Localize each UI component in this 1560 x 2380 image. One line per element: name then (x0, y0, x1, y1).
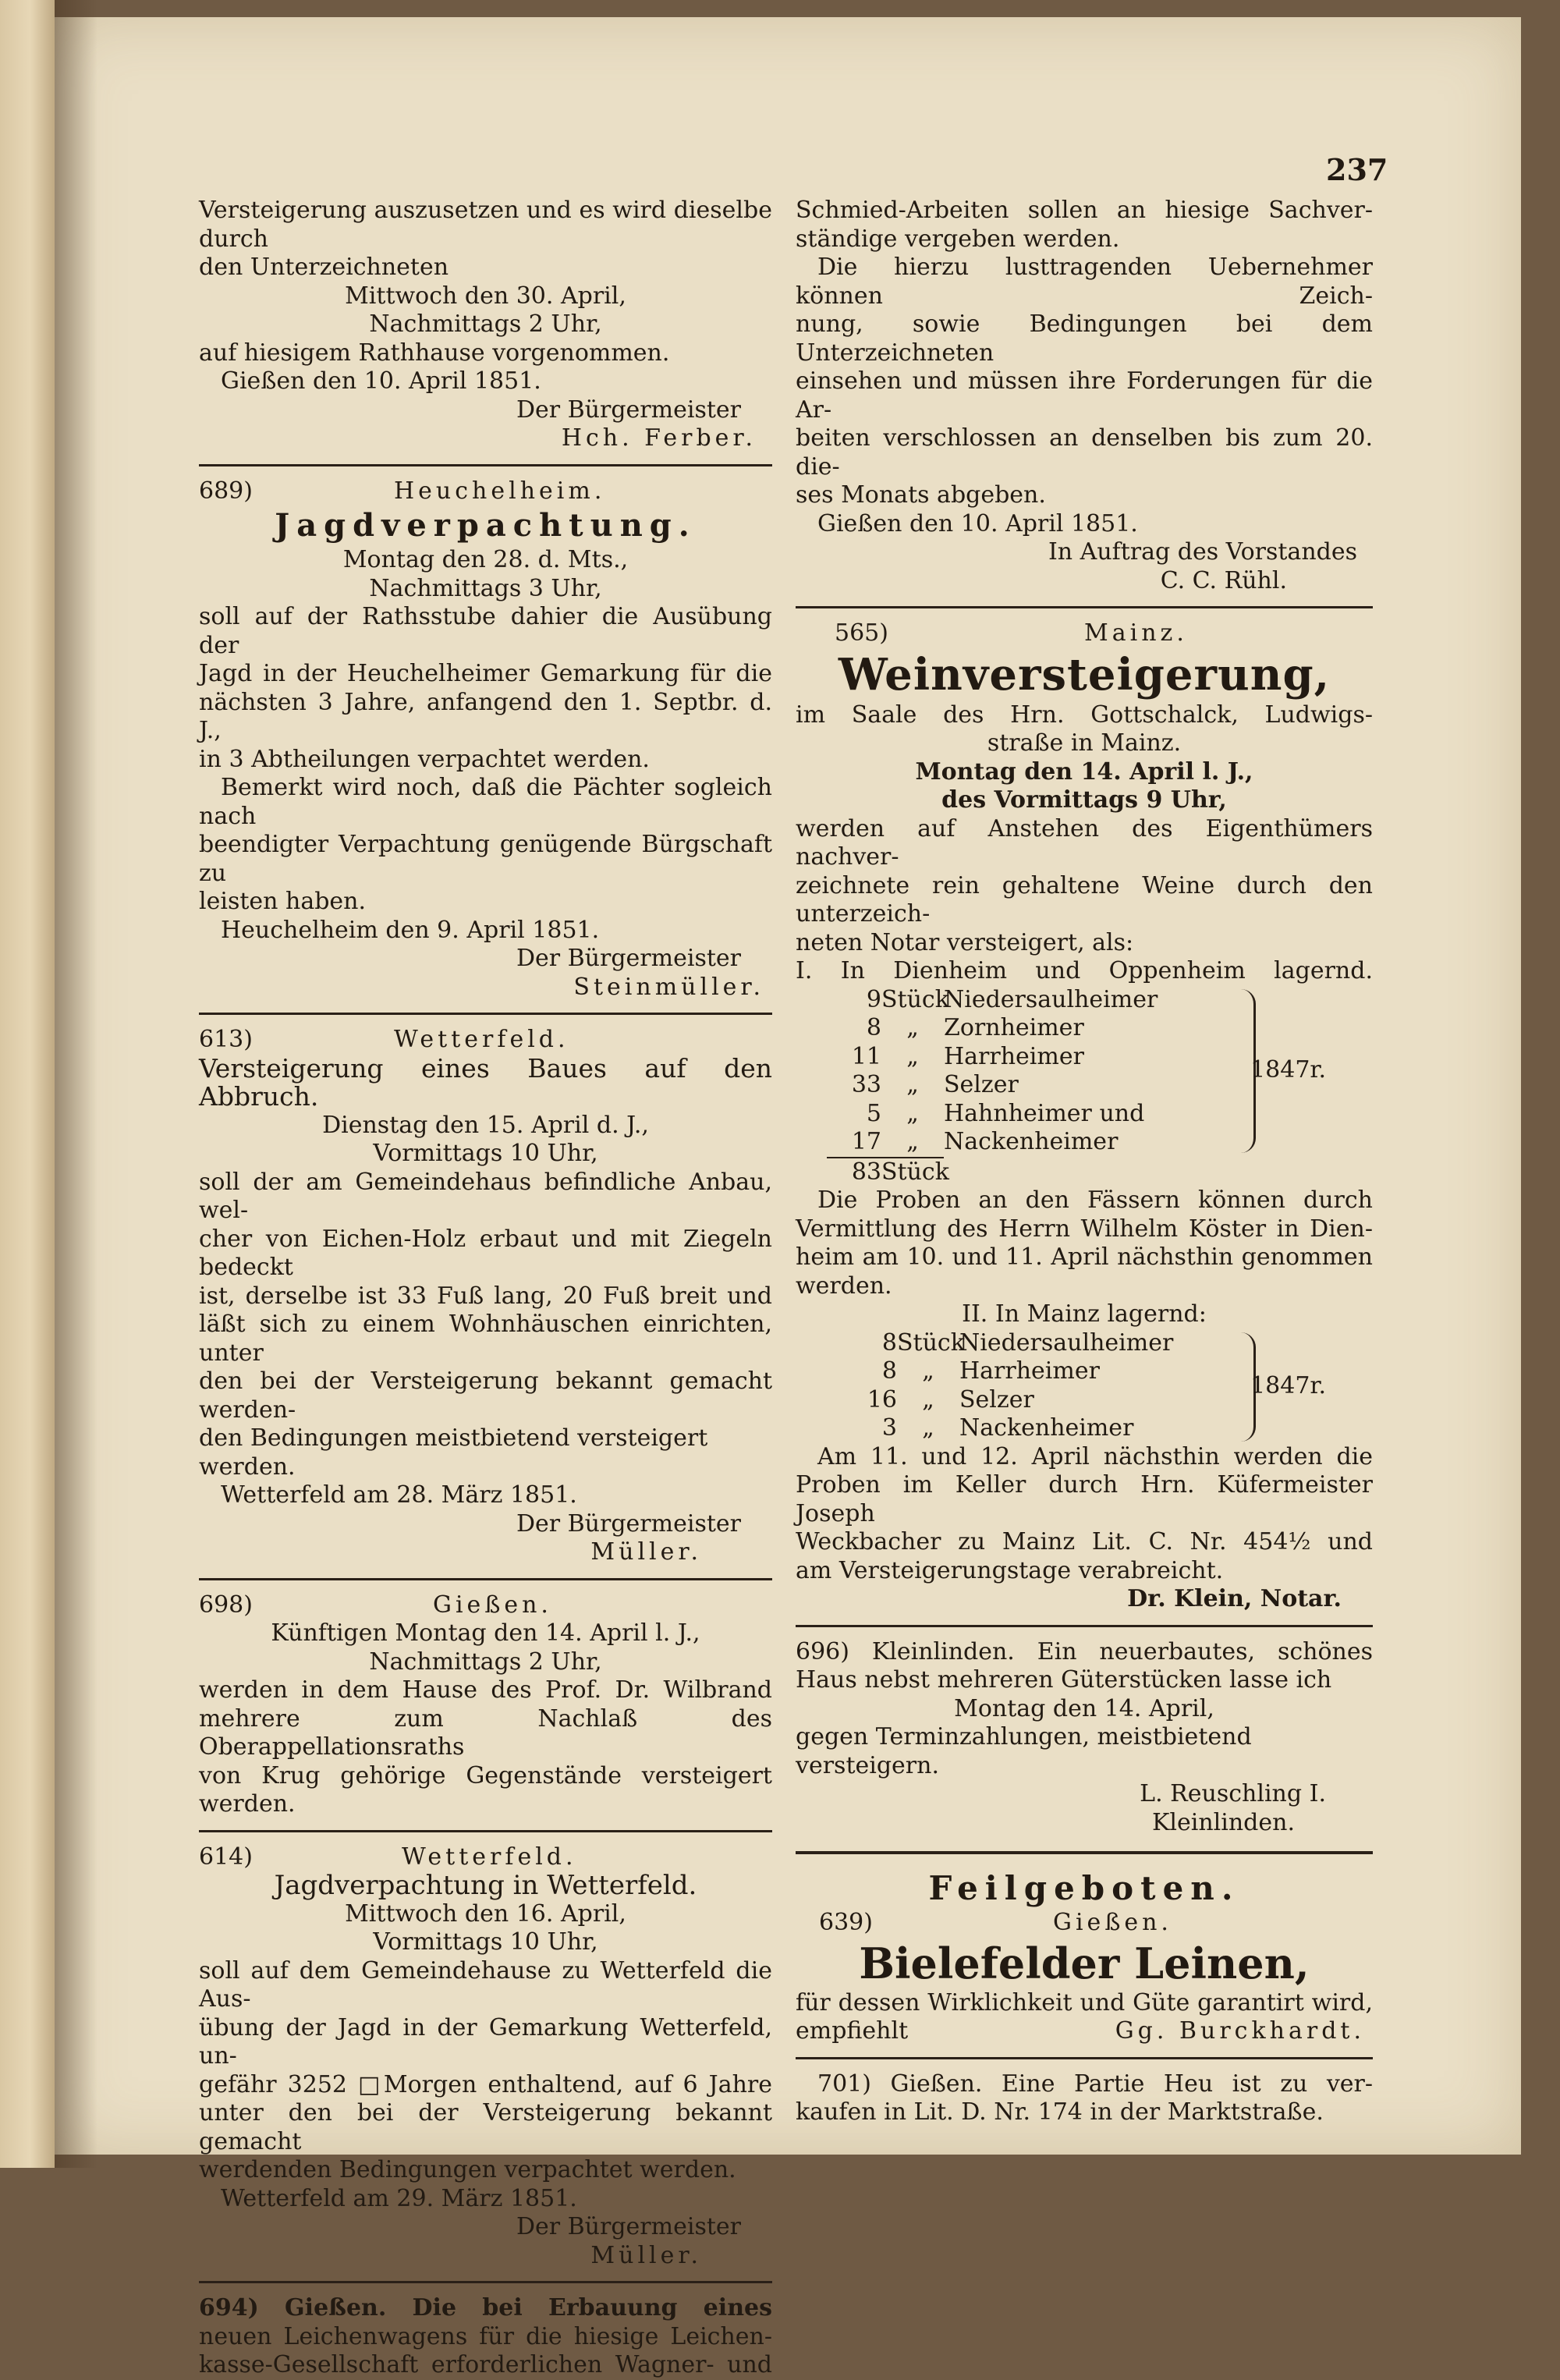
notice-696 (796, 1638, 1373, 1838)
text-line: in 3 Abtheilungen verpachtet werden. (199, 745, 650, 773)
text-line: gegen Terminzahlungen, meistbietend versteigern. (796, 1723, 1252, 1779)
text-line: Bemerkt wird noch, daß die Pächter sogleich nach (199, 774, 772, 830)
section-title: Feilgeboten. (928, 1869, 1240, 1907)
wine-list-2 (842, 1329, 1373, 1443)
text-line: nächsten 3 Jahre, anfangend den 1. Septbr. d. J., (199, 688, 772, 744)
wine-row: 5 „ Hahnheimer und (866, 1099, 1145, 1127)
place-name: Mainz. (1084, 619, 1188, 647)
text-line: zeichnete rein gehaltene Weine durch den unterzeich- (796, 871, 1373, 928)
text-line: werden auf Anstehen des Eigenthümers nachver- (796, 814, 1373, 871)
text-line: von Krug gehörige Gegenstände versteigert werden. (199, 1761, 772, 1818)
text-line: übung der Jagd in der Gemarkung Wetterfeld, un- (199, 2013, 772, 2070)
text-line: soll auf der Rathsstube dahier die Ausübung der (199, 603, 772, 659)
text-line: 696) Kleinlinden. Ein neuerbautes, schönes (796, 1637, 1373, 1665)
notice-number: 614) (199, 1843, 253, 1871)
text-line: Weckbacher zu Mainz Lit. C. Nr. 454½ und (796, 1528, 1373, 1555)
section-feilgeboten (796, 1868, 1373, 2046)
time-line: Vormittags 10 Uhr, (373, 1140, 598, 1167)
text-line: am Versteigerungstage verabreicht. (796, 1556, 1224, 1584)
book-gutter (55, 0, 98, 2168)
wine-row: 3 „ Nackenheimer (881, 1414, 1134, 1442)
notice-613 (199, 1026, 772, 1567)
wine-total: 83 Stück (827, 1157, 1373, 1187)
date-line: Montag den 14. April, (954, 1694, 1214, 1722)
text-line: werden in dem Hause des Prof. Dr. Wilbrand (199, 1676, 772, 1704)
text-line: leisten haben. (199, 888, 367, 915)
signature-title: Der Bürgermeister (516, 945, 741, 972)
date-line: Wetterfeld am 28. März 1851. (221, 1481, 577, 1509)
signature-name: Müller. (590, 1538, 702, 1566)
date-line: Gießen den 10. April 1851. (817, 509, 1138, 537)
section-heading: I. In Dienheim und Oppenheim lagernd. (796, 957, 1373, 984)
text-line: Proben im Keller durch Hrn. Küfermeister Joseph (796, 1471, 1373, 1527)
wine-row: 9 Stück Niedersaulheimer (866, 985, 1158, 1013)
notice-title: Jagdverpachtung in Wetterfeld. (274, 1870, 697, 1901)
divider (796, 2057, 1373, 2059)
text-line: ständige vergeben werden. (796, 225, 1120, 253)
divider (199, 464, 772, 466)
notice-701 (796, 2070, 1373, 2127)
text-line: Vermittlung des Herrn Wilhelm Köster in Dien- (796, 1215, 1373, 1243)
divider (199, 1013, 772, 1015)
notice-694 (199, 2294, 772, 2380)
text-line: gefähr 3252 □Morgen enthaltend, auf 6 Jahre (199, 2070, 772, 2098)
signature-name: Müller. (590, 2241, 702, 2269)
notice-number: 613) (199, 1026, 253, 1053)
text-line: einsehen und müssen ihre Forderungen für die Ar- (796, 367, 1373, 424)
section-heading: II. In Mainz lagernd: (962, 1300, 1207, 1328)
date-line: Montag den 28. d. Mts., (342, 546, 629, 573)
text-line: Haus nebst mehreren Güterstücken lasse ich (796, 1666, 1332, 1694)
wine-row: 8 Stück Niedersaulheimer (881, 1328, 1174, 1357)
place-name: Wetterfeld. (394, 1026, 569, 1053)
wine-row: 8 „ Zornheimer (866, 1014, 1084, 1041)
text-line: Nachmittags 2 Uhr, (369, 310, 602, 338)
divider (199, 2281, 772, 2283)
text-line: beiten verschlossen an denselben bis zum 20. die- (796, 424, 1373, 481)
text-line: den bei der Versteigerung bekannt gemacht werden- (199, 1367, 772, 1424)
signature-name: Steinmüller. (573, 973, 764, 1001)
notice-number: 565) (835, 619, 888, 647)
text-line: im Saale des Hrn. Gottschalck, Ludwigs- (796, 701, 1373, 729)
divider (796, 606, 1373, 608)
date-line: Dienstag den 15. April d. J., (322, 1111, 649, 1139)
notice-title: Weinversteigerung, (838, 648, 1331, 701)
place-name: Wetterfeld. (402, 1843, 577, 1871)
text-line: Die hierzu lusttragenden Uebernehmer können Zeich- (796, 254, 1373, 310)
text-line: neten Notar versteigert, als: (796, 928, 1134, 956)
notice-number: 639) (819, 1909, 873, 1936)
text-line: für dessen Wirklichkeit und Güte garantirt wird, (796, 1988, 1373, 2016)
wine-row: 8 „ Harrheimer (881, 1357, 1100, 1385)
date-line: Künftigen Montag den 14. April l. J., (271, 1619, 700, 1647)
time-line: Nachmittags 2 Uhr, (369, 1648, 602, 1676)
signature-title: Der Bürgermeister (516, 2213, 741, 2240)
time-line: Nachmittags 3 Uhr, (369, 574, 602, 602)
date-line: Montag den 14. April l. J., (915, 757, 1253, 786)
place-name: Gießen. (1053, 1909, 1172, 1936)
text-line: auf hiesigem Rathhause vorgenommen. (199, 339, 670, 367)
text-line: Versteigerung auszusetzen und es wird dieselbe durch (199, 197, 772, 253)
notice-689 (199, 477, 772, 1002)
text-line: heim am 10. und 11. April nächsthin genommen (796, 1243, 1373, 1271)
page-number: 237 (1326, 152, 1388, 187)
text-line: den Unterzeichneten (199, 254, 449, 281)
notice-continued-right (796, 197, 1373, 595)
text-line: Die Proben an den Fässern können durch (817, 1186, 1373, 1214)
date-line: Wetterfeld am 29. März 1851. (221, 2184, 577, 2212)
text-line: ses Monats abgeben. (796, 481, 1046, 509)
notice-number: 698) (199, 1591, 253, 1619)
place-name: Heuchelheim. (394, 477, 606, 505)
signature-title: Der Bürgermeister (516, 1509, 741, 1538)
text-line: soll der am Gemeindehaus befindliche Anbau, wel- (199, 1168, 772, 1224)
wine-row: 11 „ Harrheimer (851, 1042, 1084, 1070)
signature-title: In Auftrag des Vorstandes (1048, 538, 1357, 566)
text-line: den Bedingungen meistbietend versteigert werden. (199, 1424, 708, 1481)
text-line: unter den bei der Versteigerung bekannt gemacht (199, 2099, 772, 2155)
time-line: des Vormittags 9 Uhr, (941, 786, 1227, 814)
text-line: nung, sowie Bedingungen bei dem Unterzeichneten (796, 310, 1373, 367)
text-line: kasse-Gesellschaft erforderlichen Wagner- und (199, 2351, 772, 2378)
place-name: Gießen. (433, 1591, 552, 1619)
text-line: empfiehlt (796, 2017, 909, 2045)
vintage-year: 1847r. (1250, 1055, 1326, 1084)
facing-page-edge (0, 0, 55, 2168)
notice-565 (796, 619, 1373, 1614)
text-line: beendigter Verpachtung genügende Bürgschaft zu (199, 831, 772, 887)
divider-heavy (796, 1851, 1373, 1854)
notice-title: Versteigerung eines Baues auf den Abbruch. (199, 1052, 772, 1112)
text-line: kaufen in Lit. D. Nr. 174 in der Marktstraße. (796, 2098, 1324, 2126)
right-column (796, 197, 1373, 2127)
signature-title: Der Bürgermeister (516, 395, 741, 424)
divider (199, 1830, 772, 1832)
left-column (199, 197, 772, 2380)
divider (796, 1625, 1373, 1627)
text-line: mehrere zum Nachlaß des Oberappellationsraths (199, 1704, 772, 1761)
text-line: werden. (796, 1272, 892, 1300)
signature-name: Hch. Ferber. (561, 424, 757, 452)
wine-list-1 (827, 986, 1373, 1187)
text-line: neuen Leichenwagens für die hiesige Leichen- (199, 2322, 772, 2350)
wine-row: 16 „ Selzer (867, 1385, 1034, 1413)
text-line: Mittwoch den 30. April, (345, 282, 626, 310)
notice-title: Jagdverpachtung. (275, 507, 697, 544)
text-line: ist, derselbe ist 33 Fuß lang, 20 Fuß breit und (199, 1282, 772, 1310)
notice-title: Bielefelder Leinen, (859, 1938, 1310, 1988)
divider (199, 1578, 772, 1580)
vintage-year: 1847r. (1250, 1371, 1326, 1399)
text-line: werdenden Bedingungen verpachtet werden. (199, 2156, 736, 2183)
wine-row: 33 „ Selzer (851, 1071, 1019, 1098)
text-line: soll auf dem Gemeindehause zu Wetterfeld die Aus- (199, 1956, 772, 2013)
text-line: straße in Mainz. (987, 729, 1182, 757)
text-line: läßt sich zu einem Wohnhäuschen einrichten, unter (199, 1311, 772, 1367)
notice-continued (199, 197, 772, 453)
text-line: cher von Eichen-Holz erbaut und mit Ziegeln bedeckt (199, 1225, 772, 1281)
signature-name: Dr. Klein, Notar. (1127, 1585, 1342, 1612)
signature-name: L. Reuschling I. (1140, 1780, 1326, 1807)
text-line: Jagd in der Heuchelheimer Gemarkung für die (199, 660, 772, 687)
notice-698 (199, 1591, 772, 1819)
date-line: Gießen den 10. April 1851. (221, 367, 541, 395)
text-line: 694) Gießen. Die bei Erbauung eines (199, 2294, 772, 2321)
text-line: Am 11. und 12. April nächsthin werden die (817, 1442, 1373, 1470)
signature-place: Kleinlinden. (1151, 1808, 1295, 1836)
wine-row: 17 „ Nackenheimer (851, 1128, 1119, 1155)
signature-name: Gg. Burckhardt. (1115, 2017, 1365, 2045)
text-line: Schmied-Arbeiten sollen an hiesige Sachver- (796, 197, 1373, 224)
date-line: Mittwoch den 16. April, (345, 1899, 626, 1928)
notice-number: 689) (199, 477, 253, 505)
date-line: Heuchelheim den 9. April 1851. (221, 916, 600, 944)
time-line: Vormittags 10 Uhr, (373, 1928, 598, 1956)
signature-name: C. C. Rühl. (1160, 566, 1287, 594)
text-line: 701) Gießen. Eine Partie Heu ist zu ver- (817, 2070, 1373, 2098)
notice-614 (199, 1843, 772, 2271)
